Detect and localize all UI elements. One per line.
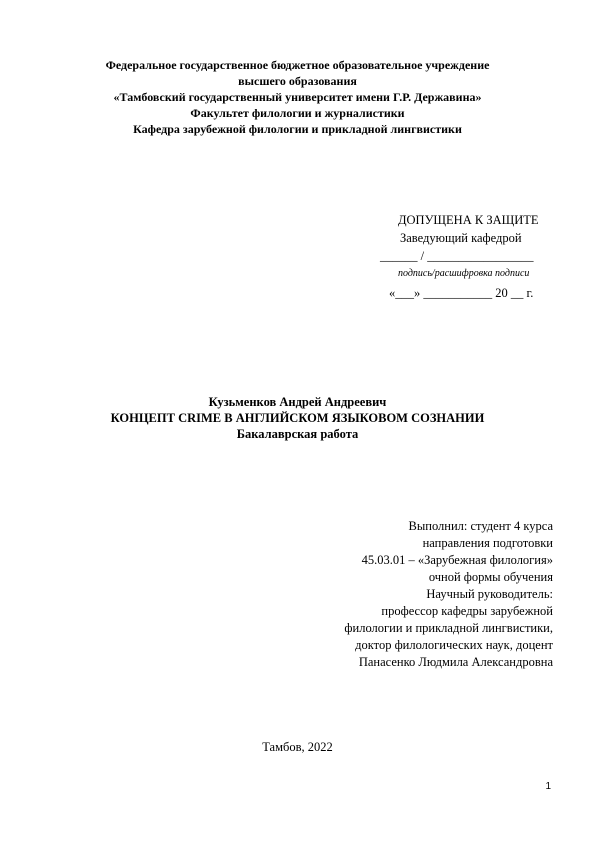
- approval-title: ДОПУЩЕНА К ЗАЩИТЕ: [398, 213, 539, 227]
- city-year: Тамбов, 2022: [262, 740, 333, 754]
- approval-date-line: «___» ___________ 20 __ г.: [389, 286, 534, 300]
- header-line-3: «Тамбовский государственный университет имени Г.Р. Державина»: [113, 90, 482, 104]
- performer-line-4: очной формы обучения: [428, 570, 553, 584]
- header-line-1: Федеральное государственное бюджетное образовательное учреждение: [105, 58, 490, 72]
- thesis-title-block: [60, 394, 535, 442]
- performer-line-3: 45.03.01 – «Зарубежная филология»: [361, 553, 553, 567]
- thesis-topic: КОНЦЕПТ CRIME В АНГЛИЙСКОМ ЯЗЫКОВОМ СОЗНАНИИ: [110, 411, 485, 425]
- work-type: Бакалаврская работа: [236, 427, 359, 441]
- performer-line-5: Научный руководитель:: [426, 587, 553, 601]
- page-number: 1: [545, 781, 551, 792]
- performer-line-8: доктор филологических наук, доцент: [355, 638, 553, 652]
- header-line-4: Факультет филологии и журналистики: [190, 106, 405, 120]
- author-name: Кузьменков Андрей Андреевич: [208, 395, 387, 409]
- performer-line-1: Выполнил: студент 4 курса: [408, 519, 553, 533]
- performer-line-7: филологии и прикладной лингвистики,: [344, 621, 553, 635]
- header-line-2: высшего образования: [238, 74, 357, 88]
- department-head-label: Заведующий кафедрой: [400, 231, 522, 245]
- performer-line-2: направления подготовки: [422, 536, 553, 550]
- institution-header: [60, 57, 535, 137]
- performer-line-6: профессор кафедры зарубежной: [381, 604, 553, 618]
- performer-block: [344, 518, 553, 671]
- header-line-5: Кафедра зарубежной филологии и прикладной лингвистики: [133, 122, 462, 136]
- signature-line: ______ / _________________: [380, 249, 534, 263]
- performer-line-9: Панасенко Людмила Александровна: [358, 655, 553, 669]
- signature-hint: подпись/расшифровка подписи: [398, 268, 530, 279]
